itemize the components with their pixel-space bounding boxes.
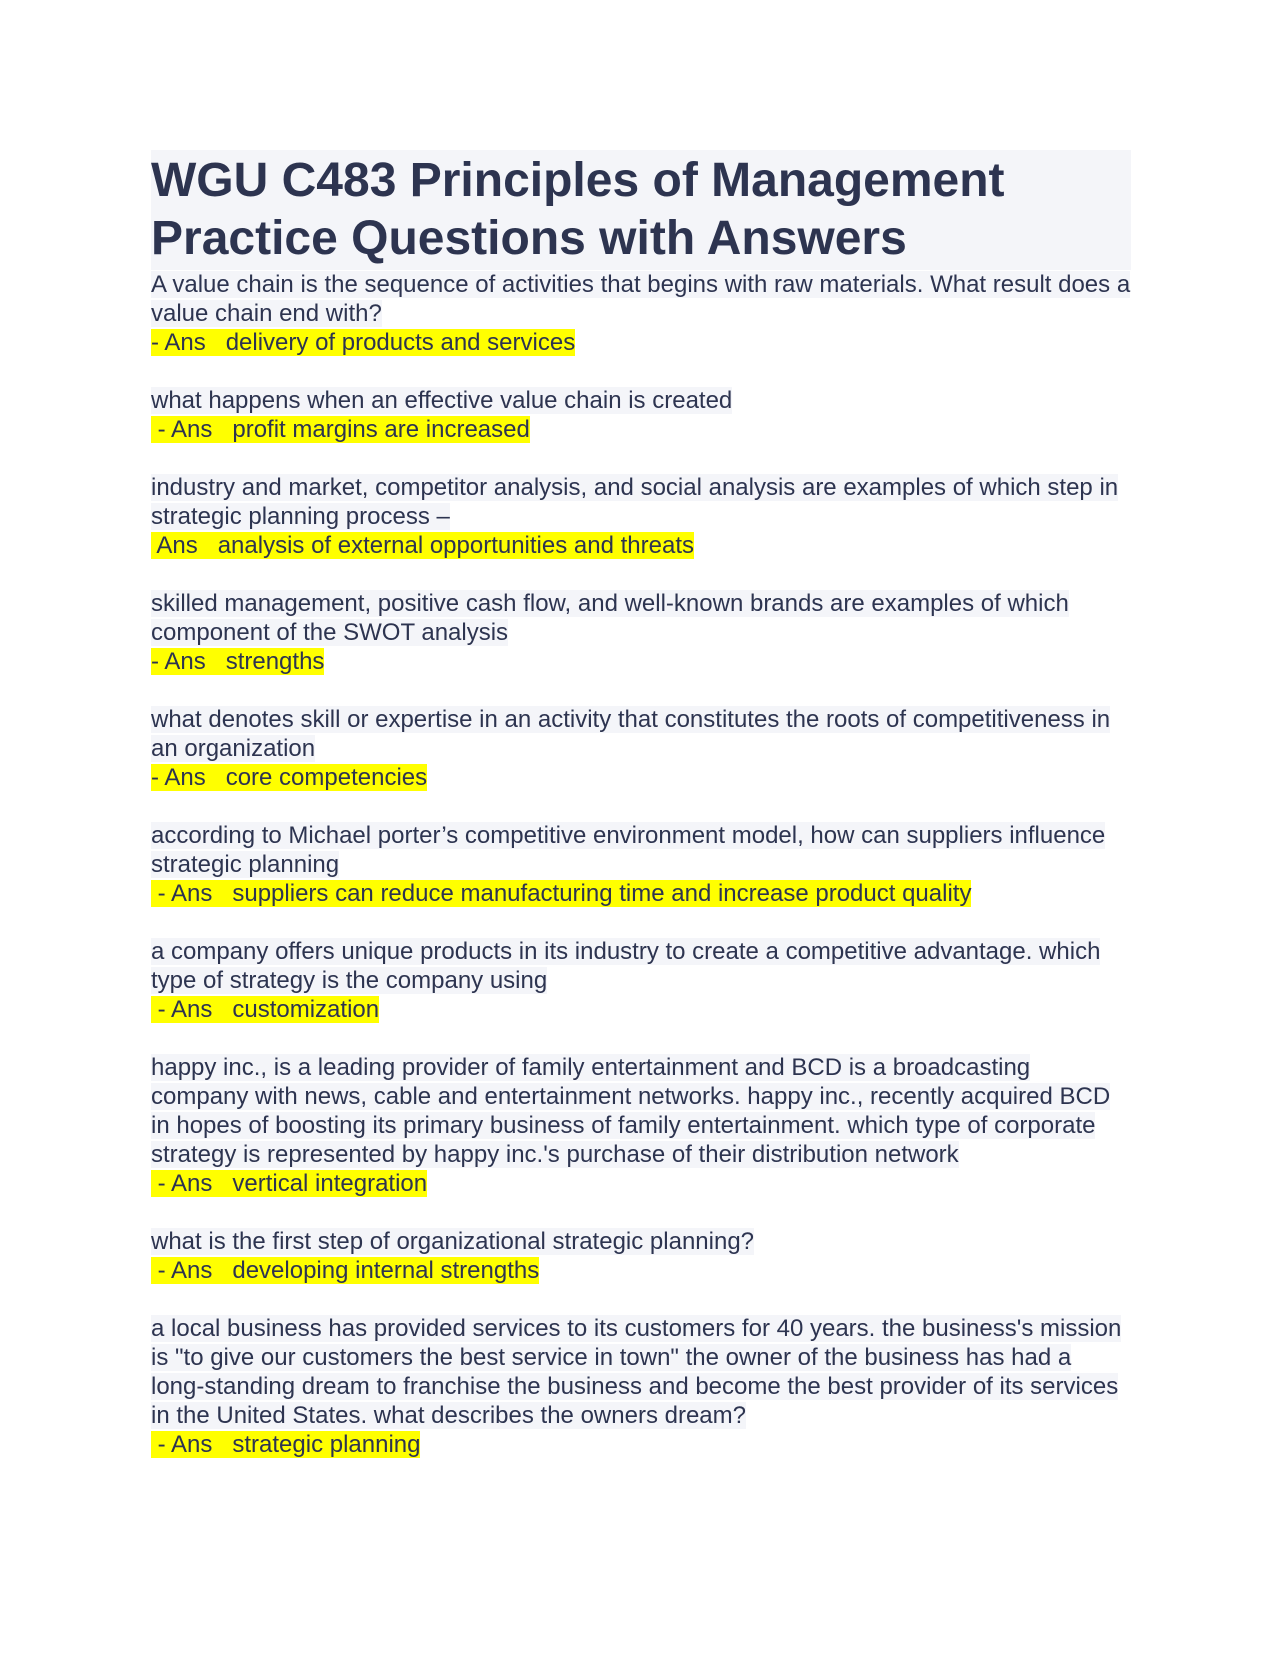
qa-item-3 bbox=[151, 473, 1131, 560]
document-page bbox=[151, 150, 1131, 1459]
qa-item-10 bbox=[151, 1314, 1131, 1459]
answer-text: - Ans suppliers can reduce manufacturing time and increase product quality bbox=[151, 880, 972, 907]
document-title bbox=[151, 150, 1131, 270]
question-text: what happens when an effective value chain is created bbox=[151, 387, 733, 414]
qa-item-5 bbox=[151, 705, 1131, 792]
question-text: happy inc., is a leading provider of family entertainment and BCD is a broadcasting company with news, cable and entertainment networks. happy inc., recently acquired BCD in hopes of boosting its primary business of family entertainment. which type of corporate strategy is represented by happy inc.'s purchase of their distribution network bbox=[151, 1054, 1111, 1168]
qa-item-4 bbox=[151, 589, 1131, 676]
qa-item-7 bbox=[151, 937, 1131, 1024]
answer-text: - Ans developing internal strengths bbox=[151, 1257, 540, 1284]
qa-item-6 bbox=[151, 821, 1131, 908]
question-text: according to Michael porter’s competitive environment model, how can suppliers influence strategic planning bbox=[151, 822, 1106, 878]
question-text: what denotes skill or expertise in an activity that constitutes the roots of competitiveness in an organization bbox=[151, 706, 1111, 762]
qa-item-1 bbox=[151, 270, 1131, 357]
title-line-2: Practice Questions with Answers bbox=[151, 212, 907, 265]
answer-text: - Ans customization bbox=[151, 996, 380, 1023]
question-text: a local business has provided services to its customers for 40 years. the business's mission is "to give our customers the best service in town" the owner of the business has had a long-standing dream to franchise the business and become the best provider of its services in the United States. what describes the owners dream? bbox=[151, 1315, 1122, 1429]
title-line-1: WGU C483 Principles of Management bbox=[151, 154, 1005, 207]
answer-text: - Ans strengths bbox=[151, 648, 325, 675]
answer-text: - Ans vertical integration bbox=[151, 1170, 428, 1197]
question-text: skilled management, positive cash flow, and well-known brands are examples of which component of the SWOT analysis bbox=[151, 590, 1069, 646]
answer-text: - Ans profit margins are increased bbox=[151, 416, 530, 443]
question-text: A value chain is the sequence of activities that begins with raw materials. What result does a value chain end with? bbox=[151, 271, 1131, 327]
question-text: what is the first step of organizational strategic planning? bbox=[151, 1228, 755, 1255]
qa-item-2 bbox=[151, 386, 1131, 444]
answer-text: Ans analysis of external opportunities and threats bbox=[151, 532, 694, 559]
answer-text: - Ans strategic planning bbox=[151, 1431, 421, 1458]
question-text: industry and market, competitor analysis, and social analysis are examples of which step in strategic planning process – bbox=[151, 474, 1119, 530]
qa-item-9 bbox=[151, 1227, 1131, 1285]
qa-item-8 bbox=[151, 1053, 1131, 1198]
question-text: a company offers unique products in its industry to create a competitive advantage. which type of strategy is the company using bbox=[151, 938, 1101, 994]
answer-text: - Ans delivery of products and services bbox=[151, 329, 576, 356]
answer-text: - Ans core competencies bbox=[151, 764, 428, 791]
